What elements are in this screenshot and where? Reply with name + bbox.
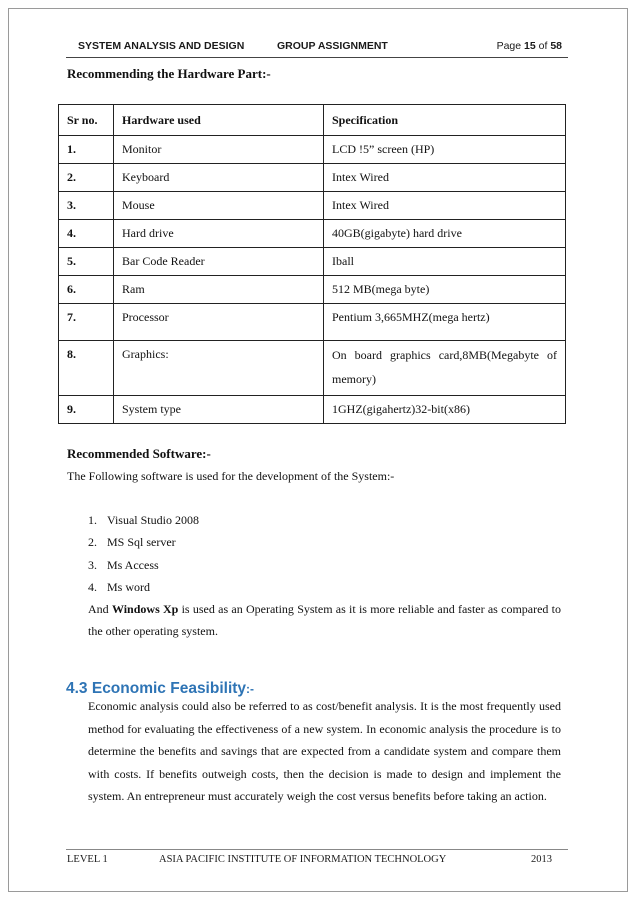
hardware-table: [58, 104, 566, 424]
cell-specification: Intex Wired: [324, 164, 566, 192]
table-row: [59, 220, 566, 248]
table-row: [59, 396, 566, 424]
cell-hardware: Monitor: [114, 136, 324, 164]
cell-sr-no: 8.: [59, 341, 114, 396]
cell-hardware: System type: [114, 396, 324, 424]
cell-specification: 40GB(gigabyte) hard drive: [324, 220, 566, 248]
cell-hardware: Processor: [114, 304, 324, 341]
header-page-number: Page 15 of 58: [496, 40, 562, 52]
cell-hardware: Mouse: [114, 192, 324, 220]
cell-specification: LCD !5” screen (HP): [324, 136, 566, 164]
cell-hardware: Ram: [114, 276, 324, 304]
table-row: [59, 276, 566, 304]
footer-divider: [66, 849, 568, 850]
table-header-row: [59, 105, 566, 136]
footer-institute: ASIA PACIFIC INSTITUTE OF INFORMATION TECHNOLOGY: [159, 854, 447, 865]
cell-hardware: Hard drive: [114, 220, 324, 248]
hardware-heading: Recommending the Hardware Part:-: [67, 66, 271, 81]
cell-sr-no: 9.: [59, 396, 114, 424]
table-row: [59, 248, 566, 276]
cell-specification: 1GHZ(gigahertz)32-bit(x86): [324, 396, 566, 424]
cell-specification: Pentium 3,665MHZ(mega hertz): [324, 304, 566, 341]
list-item: 3. Ms Access: [88, 557, 159, 572]
cell-sr-no: 5.: [59, 248, 114, 276]
column-header-sr-no: Sr no.: [59, 105, 114, 136]
cell-sr-no: 6.: [59, 276, 114, 304]
footer-level: LEVEL 1: [67, 854, 108, 865]
cell-sr-no: 1.: [59, 136, 114, 164]
section-title: 4.3 Economic Feasibility:-: [66, 680, 255, 697]
table-row: [59, 192, 566, 220]
cell-sr-no: 3.: [59, 192, 114, 220]
list-item: 1. Visual Studio 2008: [88, 513, 199, 527]
economic-feasibility-paragraph: Economic analysis could also be referred to as cost/benefit analysis. It is the most frequently used method for evaluating the effectiveness of a new system. In economic analysis the procedure is to determine the benefits and savings that are expected from a candidate system and compare them with costs. If benefits outweigh costs, then the decision is made to design and implement the system. An entrepreneur must accurately weigh the cost versus benefits before taking an action.: [88, 699, 561, 803]
list-item: 2. MS Sql server: [88, 535, 176, 550]
list-item: 4. Ms word: [88, 579, 151, 594]
operating-system-paragraph: And Windows Xp is used as an Operating System as it is more reliable and faster as compared to the other operating system.: [88, 602, 562, 638]
cell-hardware: Keyboard: [114, 164, 324, 192]
cell-specification: 512 MB(mega byte): [324, 276, 566, 304]
software-heading: Recommended Software:-: [67, 446, 211, 461]
cell-sr-no: 7.: [59, 304, 114, 341]
table-row: [59, 341, 566, 396]
cell-sr-no: 2.: [59, 164, 114, 192]
page-header: [68, 38, 568, 58]
cell-specification: On board graphics card,8MB(Megabyte of memory): [324, 341, 566, 396]
cell-specification: Iball: [324, 248, 566, 276]
cell-hardware: Graphics:: [114, 341, 324, 396]
header-assignment-title: GROUP ASSIGNMENT: [277, 40, 388, 52]
header-divider: [66, 57, 568, 58]
cell-sr-no: 4.: [59, 220, 114, 248]
cell-hardware: Bar Code Reader: [114, 248, 324, 276]
table-row: [59, 304, 566, 341]
table-row: [59, 136, 566, 164]
software-intro: The Following software is used for the development of the System:-: [67, 469, 395, 483]
footer-year: 2013: [531, 854, 552, 865]
software-list: [88, 509, 199, 598]
column-header-hardware: Hardware used: [114, 105, 324, 136]
table-row: [59, 164, 566, 192]
cell-specification: Intex Wired: [324, 192, 566, 220]
header-course-title: SYSTEM ANALYSIS AND DESIGN: [78, 40, 245, 52]
column-header-specification: Specification: [324, 105, 566, 136]
